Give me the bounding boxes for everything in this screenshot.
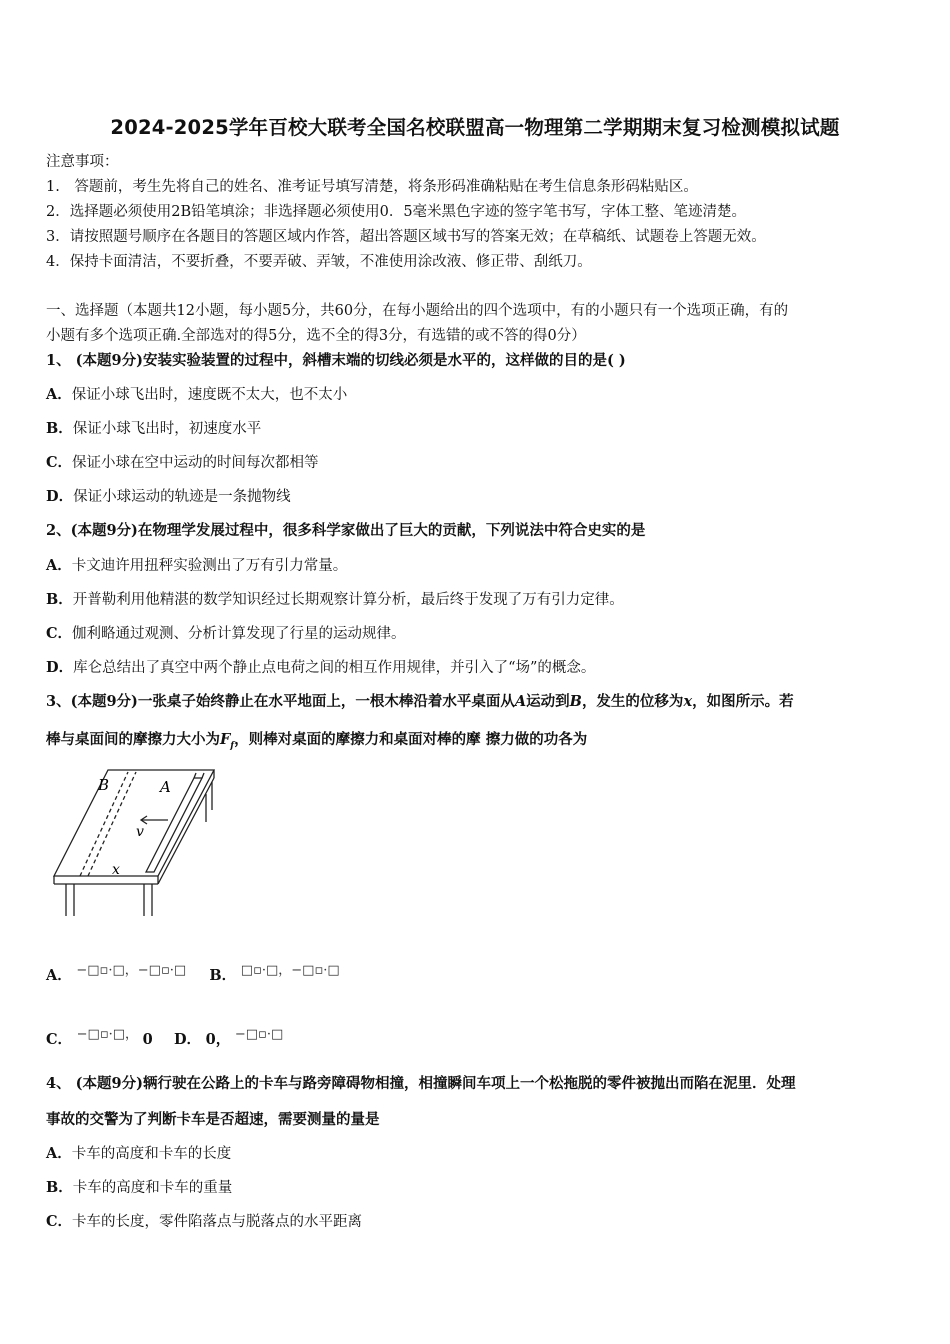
- option-label: D．: [173, 1031, 202, 1048]
- question-2-option-b: [46, 590, 624, 610]
- notice-item: 3．请按照题号顺序在各题目的答题区域内作答，超出答题区域书写的答案无效；在草稿纸、试题卷上答题无效。: [46, 229, 766, 245]
- option-d-expression: −□▫·□: [234, 1027, 284, 1042]
- option-label: B．: [209, 967, 237, 984]
- option-text: 卡车的高度和卡车的长度: [71, 1146, 232, 1162]
- question-2-option-c: [46, 624, 406, 644]
- option-c-zero: 0: [142, 1031, 153, 1048]
- option-text: 保证小球在空中运动的时间每次都相等: [72, 455, 319, 471]
- notice-item: 4．保持卡面清洁，不要折叠，不要弄破、弄皱，不准使用涂改液、修正带、刮纸刀。: [46, 254, 592, 270]
- option-label: C．: [46, 1213, 73, 1230]
- question-3-stem-line-2: 棒与桌面间的摩擦力大小为$F_f$，则棒对桌面的摩擦力和桌面对棒的摩 擦力做的功各为: [46, 731, 588, 751]
- option-label: A．: [46, 557, 72, 574]
- option-d-zero: 0，: [205, 1031, 231, 1048]
- option-c-expression: −□▫·□，: [76, 1027, 139, 1042]
- notice-heading: 注意事项：: [46, 154, 119, 170]
- friction-force: $F_f$: [220, 731, 235, 751]
- option-text: 卡文迪许用扭秤实验测出了万有引力常量。: [71, 558, 348, 574]
- point-b: B: [569, 693, 582, 710]
- question-3-answers-cd: [46, 1024, 283, 1051]
- option-label: A．: [46, 967, 72, 984]
- option-label: C．: [46, 1031, 73, 1048]
- option-text: 伽利略通过观测、分析计算发现了行星的运动规律。: [72, 626, 406, 642]
- option-label: C．: [46, 454, 73, 471]
- figure-label-a: A: [160, 778, 171, 796]
- displacement-x: x: [683, 693, 693, 710]
- option-text: 卡车的长度，零件陷落点与脱落点的水平距离: [72, 1214, 363, 1230]
- option-label: C．: [46, 625, 73, 642]
- figure-label-b: B: [98, 776, 110, 794]
- option-text: 保证小球运动的轨迹是一条抛物线: [73, 489, 291, 505]
- point-a: A: [514, 693, 527, 710]
- option-label: D．: [46, 659, 74, 676]
- option-text: 开普勒利用他精湛的数学知识经过长期观察计算分析，最后终于发现了万有引力定律。: [72, 592, 624, 608]
- question-1-option-b: [46, 419, 261, 439]
- option-text: 卡车的高度和卡车的重量: [72, 1180, 233, 1196]
- option-label: B．: [46, 591, 73, 608]
- question-2-stem: 2、(本题9分)在物理学发展过程中，很多科学家做出了巨大的贡献，下列说法中符合史实的是: [46, 522, 646, 539]
- page-title: 2024-2025学年百校大联考全国名校联盟高一物理第二学期期末复习检测模拟试题: [110, 116, 840, 139]
- question-2-option-a: [46, 556, 347, 576]
- option-b-expression: □▫·□，−□▫·□: [240, 963, 340, 978]
- question-1-option-a: [46, 385, 347, 405]
- question-4-stem-line-1: 4、 (本题9分)辆行驶在公路上的卡车与路旁障碍物相撞，相撞瞬间车项上一个松拖脱的零件被抛出而陷在泥里．处理: [46, 1075, 796, 1092]
- question-4-option-c: [46, 1212, 362, 1232]
- table-rod-figure: [46, 764, 226, 920]
- question-3-answers-ab: [46, 960, 340, 987]
- notice-item: 2．选择题必须使用2B铅笔填涂；非选择题必须使用0．5毫米黑色字迹的签字笔书写，字体工整、笔迹清楚。: [46, 204, 747, 220]
- section-heading-line-2: 小题有多个选项正确.全部选对的得5分，选不全的得3分，有选错的或不答的得0分）: [46, 328, 586, 344]
- question-4-stem-line-2: 事故的交警为了判断卡车是否超速，需要测量的量是: [46, 1111, 380, 1128]
- question-1-option-c: [46, 453, 319, 473]
- option-label: A．: [46, 1145, 72, 1162]
- option-label: A．: [46, 386, 72, 403]
- question-4-option-a: [46, 1144, 231, 1164]
- figure-label-x: x: [112, 862, 120, 878]
- option-label: B．: [46, 1179, 73, 1196]
- option-text: 库仑总结出了真空中两个静止点电荷之间的相互作用规律，并引入了“场”的概念。: [73, 660, 596, 676]
- question-3-stem-line-1: 3、(本题9分)一张桌子始终静止在水平地面上，一根木棒沿着水平桌面从A运动到B，发生的位移为x，如图所示。若: [46, 693, 794, 710]
- option-text: 保证小球飞出时，初速度水平: [72, 421, 262, 437]
- notice-item: 1. 答题前，考生先将自己的姓名、准考证号填写清楚，将条形码准确粘贴在考生信息条形码粘贴区。: [46, 179, 698, 195]
- question-1-stem: 1、 (本题9分)安装实验装置的过程中，斜槽末端的切线必须是水平的，这样做的目的是( ): [46, 352, 626, 369]
- question-2-option-d: [46, 658, 595, 678]
- question-4-option-b: [46, 1178, 232, 1198]
- figure-label-v: v: [136, 824, 144, 840]
- option-label: D．: [46, 488, 74, 505]
- option-a-expression: −□▫·□，−□▫·□: [76, 963, 187, 978]
- question-1-option-d: [46, 487, 291, 507]
- section-heading-line-1: 一、选择题（本题共12小题，每小题5分，共60分，在每小题给出的四个选项中，有的小题只有一个选项正确，有的: [46, 303, 789, 319]
- option-text: 保证小球飞出时，速度既不太大，也不太小: [71, 387, 348, 403]
- option-label: B．: [46, 420, 73, 437]
